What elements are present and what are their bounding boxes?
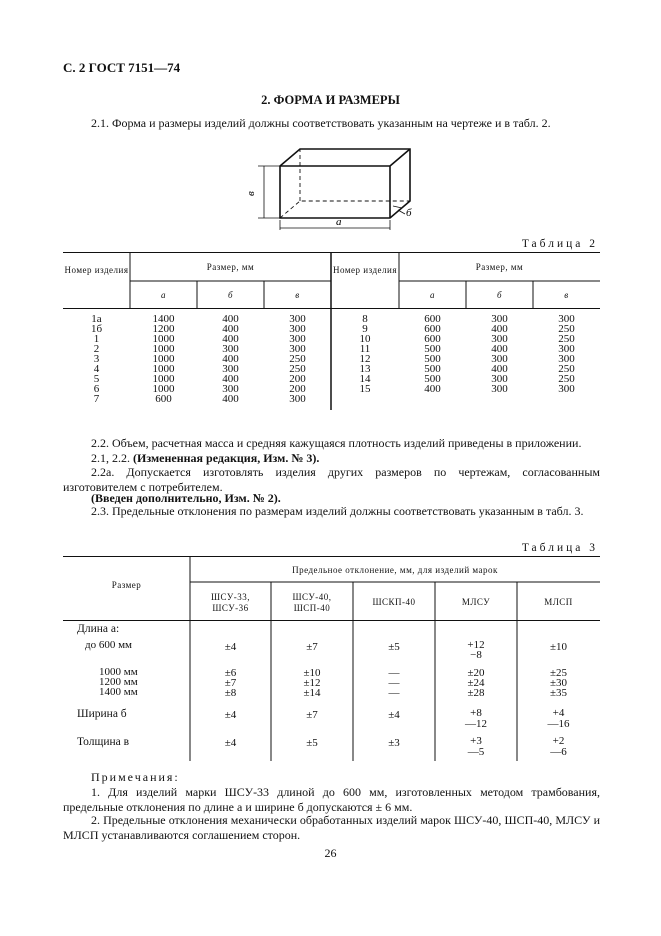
table-cell: ±10 <box>303 667 321 679</box>
table-cell: 300 <box>558 383 575 395</box>
table-cell: ±12 <box>303 677 321 689</box>
paragraph-2-2a: 2.2а. Допускается изготовлять изделия других размеров по чертежам, согласованным изготовителем с потребителем. <box>63 465 600 494</box>
t3-row-width: Ширина б <box>77 708 127 720</box>
table-cell: 400 <box>222 373 239 385</box>
table-cell: 300 <box>491 373 508 385</box>
table-3 <box>63 556 600 761</box>
t3-brand-5: МЛСП <box>544 597 573 607</box>
table-cell: +4 <box>552 707 565 719</box>
table-cell: ±5 <box>306 737 318 749</box>
table-cell: ±7 <box>306 641 318 653</box>
table-cell: 1 <box>93 333 100 345</box>
table-cell: 200 <box>289 383 306 395</box>
table-cell: 300 <box>222 383 239 395</box>
table-cell: ±25 <box>549 667 568 679</box>
table-cell: 3 <box>93 353 100 365</box>
t3-brand-3: ШСКП-40 <box>372 597 416 607</box>
table-cell: 400 <box>222 313 239 325</box>
table-cell: 300 <box>289 343 306 355</box>
table-cell: 6 <box>93 383 100 395</box>
page-number: 26 <box>324 846 337 860</box>
table-cell: 1а <box>91 313 102 325</box>
table-2 <box>63 252 600 410</box>
table-cell: 400 <box>222 353 239 365</box>
section-title: 2. ФОРМА И РАЗМЕРЫ <box>261 93 400 107</box>
table-cell: —5 <box>467 746 485 758</box>
table-cell: 15 <box>359 383 371 395</box>
table-cell: — <box>388 677 400 689</box>
table-cell: 8 <box>362 313 368 325</box>
table-cell: 2 <box>93 343 100 355</box>
table-cell: —6 <box>550 746 567 758</box>
t2-col-size: Размер, мм <box>206 262 255 272</box>
table-cell: 300 <box>222 343 239 355</box>
table-cell: 400 <box>222 393 239 405</box>
table-cell: 11 <box>359 343 371 355</box>
note-2: 2. Предельные отклонения механически обработанных изделий марок ШСУ-40, ШСП-40, МЛСУ и МЛСП устанавливаются соглашением сторон. <box>63 813 600 842</box>
table-cell: +8 <box>470 707 482 719</box>
table-cell: 400 <box>222 323 239 335</box>
label-b: б <box>406 207 412 219</box>
table-cell: ±6 <box>224 667 237 679</box>
t3-row-len-600: до 600 мм <box>85 639 133 651</box>
t2-col-number-right: Номер изделия <box>333 265 397 275</box>
brick-drawing <box>240 140 430 230</box>
t3-brand-1a: ШСУ-33, <box>210 592 251 602</box>
table-cell: 4 <box>93 363 100 375</box>
t3-brand-2a: ШСУ-40, <box>292 592 332 602</box>
table-cell: 500 <box>424 343 441 355</box>
table-cell: 250 <box>558 333 575 345</box>
table-cell: ±20 <box>467 667 485 679</box>
table-cell: 250 <box>289 353 306 365</box>
table-cell: 300 <box>491 313 508 325</box>
table-cell: ±7 <box>224 677 237 689</box>
table-cell: 600 <box>424 313 441 325</box>
table-cell: ±35 <box>549 687 568 699</box>
t2-sub-v-right: в <box>564 290 569 300</box>
table-cell: 1000 <box>152 383 175 395</box>
table-cell: 300 <box>558 343 575 355</box>
table-cell: 300 <box>491 383 508 395</box>
table-cell: 1б <box>90 323 103 335</box>
table-cell: 1000 <box>152 353 175 365</box>
table-cell: ±28 <box>467 687 485 699</box>
table-cell: —16 <box>547 718 570 730</box>
table-cell: 300 <box>289 323 306 335</box>
table-cell: 400 <box>491 323 508 335</box>
table2-caption: Таблица 2 <box>521 238 598 250</box>
table-cell: +2 <box>552 735 565 747</box>
table-cell: 250 <box>558 363 575 375</box>
t3-brand-4: МЛСУ <box>461 597 491 607</box>
table-cell: ±10 <box>549 641 568 653</box>
table-cell: 250 <box>289 363 306 375</box>
table-cell: −8 <box>470 649 482 661</box>
t3-row-len-1400: 1400 мм <box>99 686 138 698</box>
t2-col-number: Номер изделия <box>64 265 129 275</box>
table-cell: 1000 <box>152 373 175 385</box>
t2-col-size-right: Размер, мм <box>475 262 524 272</box>
t3-row-len-1200: 1200 мм <box>99 676 138 688</box>
table-cell: 300 <box>289 333 306 345</box>
table-cell: 600 <box>424 323 441 335</box>
table-cell: ±7 <box>306 709 318 721</box>
t3-row-len-1000: 1000 мм <box>99 666 138 678</box>
t2-sub-b: б <box>227 290 234 300</box>
table-cell: 10 <box>359 333 371 345</box>
added-note-2: (Введен дополнительно, Изм. № 2). <box>91 491 281 505</box>
table-cell: 500 <box>424 353 441 365</box>
t3-brand-1b: ШСУ-36 <box>212 603 249 613</box>
table-cell: —12 <box>465 718 487 730</box>
table-cell: 500 <box>424 373 441 385</box>
paragraph-2-2: 2.2. Объем, расчетная масса и средняя кажущаяся плотность изделий приведены в приложении. <box>91 436 582 450</box>
table-cell: 300 <box>491 333 508 345</box>
table-cell: 400 <box>222 333 239 345</box>
paragraph-2-1-2-2-num: 2.1, 2.2. <box>91 451 130 465</box>
table-cell: 300 <box>491 353 508 365</box>
table-cell: 300 <box>289 393 306 405</box>
table-cell: 9 <box>362 323 368 335</box>
table-cell: 500 <box>424 363 441 375</box>
table-cell: ±14 <box>303 687 321 699</box>
notes-title: Примечания: <box>91 770 180 784</box>
table-cell: 1000 <box>152 363 175 375</box>
amendment-note-3: (Измененная редакция, Изм. № 3). <box>133 451 320 465</box>
table-cell: 200 <box>289 373 306 385</box>
table-cell: 400 <box>491 363 508 375</box>
table-cell: 250 <box>558 373 575 385</box>
t3-row-length-label: Длина а: <box>77 623 120 635</box>
table-cell: ±4 <box>224 641 237 653</box>
t3-col-size: Размер <box>111 580 142 590</box>
table-cell: 12 <box>359 353 371 365</box>
paragraph-2-1: 2.1. Форма и размеры изделий должны соответствовать указанным на чертеже и в табл. 2. <box>91 116 551 130</box>
table-cell: — <box>388 667 400 679</box>
table-cell: 300 <box>558 313 575 325</box>
table-cell: 13 <box>359 363 371 375</box>
table-cell: 14 <box>359 373 371 385</box>
table-cell: 1400 <box>152 313 175 325</box>
t3-col-deviation: Предельное отклонение, мм, для изделий марок <box>292 565 498 575</box>
table-cell: ±24 <box>467 677 485 689</box>
table-cell: +3 <box>470 735 482 747</box>
table-cell: 7 <box>93 393 100 405</box>
table-cell: ±3 <box>388 737 400 749</box>
t2-sub-a-right: а <box>430 290 435 300</box>
page-header: С. 2 ГОСТ 7151—74 <box>63 60 181 75</box>
label-v: в <box>245 191 257 196</box>
table-cell: 1200 <box>152 323 175 335</box>
table-cell: 400 <box>424 383 441 395</box>
table-cell: 600 <box>424 333 441 345</box>
table3-caption: Таблица 3 <box>521 542 598 554</box>
t2-sub-b-right: б <box>496 290 503 300</box>
table-cell: 400 <box>491 343 508 355</box>
table-cell: ±4 <box>388 709 400 721</box>
table-cell: 1000 <box>152 333 175 345</box>
table-cell: 300 <box>222 363 239 375</box>
table-cell: 5 <box>93 373 100 385</box>
t2-sub-v: в <box>295 290 300 300</box>
table-cell: 300 <box>289 313 306 325</box>
table-cell: ±4 <box>224 709 237 721</box>
table-cell: 600 <box>155 393 172 405</box>
table-cell: — <box>388 687 400 699</box>
note-1: 1. Для изделий марки ШСУ-33 длиной до 600 мм, изготовленных методом трамбования, предельные отклонения по длине а и ширине б допускаются ± 6 мм. <box>63 785 600 814</box>
paragraph-2-3: 2.3. Предельные отклонения по размерам изделий должны соответствовать указанным в табл. 3. <box>91 504 584 518</box>
table-cell: ±8 <box>224 687 237 699</box>
table-cell: 300 <box>558 353 575 365</box>
table-cell: +12 <box>467 639 485 651</box>
table-cell: 250 <box>558 323 575 335</box>
t2-sub-a: а <box>161 290 166 300</box>
label-a: а <box>336 216 342 228</box>
table-cell: ±30 <box>549 677 568 689</box>
table-cell: ±4 <box>224 737 237 749</box>
t3-row-thickness: Толщина в <box>77 736 130 748</box>
t3-brand-2b: ШСП-40 <box>293 603 331 613</box>
table-cell: 1000 <box>152 343 175 355</box>
table-cell: ±5 <box>388 641 400 653</box>
